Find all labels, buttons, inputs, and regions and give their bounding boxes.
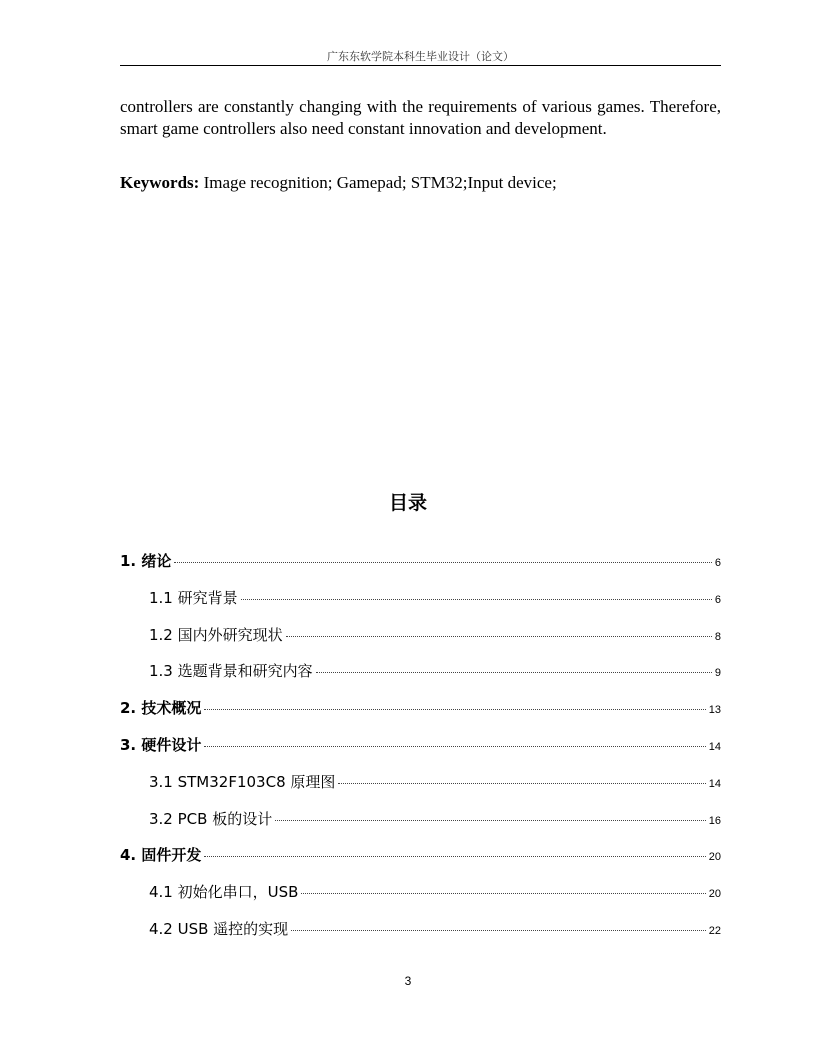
keywords-label: Keywords:	[120, 173, 200, 192]
toc-entry-page: 6	[714, 594, 721, 606]
toc-entry-label: 4. 固件开发	[120, 846, 202, 864]
toc-dot-leader	[275, 820, 706, 821]
toc-entry-page: 8	[714, 631, 721, 643]
keywords-text: Image recognition; Gamepad; STM32;Input device;	[199, 173, 557, 192]
toc-entry[interactable]	[120, 844, 721, 865]
toc-entry[interactable]	[149, 587, 721, 608]
toc-dot-leader	[286, 636, 712, 637]
toc-entry[interactable]	[120, 697, 721, 718]
toc-entry[interactable]	[120, 550, 721, 571]
toc-dot-leader	[301, 893, 705, 894]
toc-entry-label: 3.1 STM32F103C8 原理图	[149, 773, 336, 791]
toc-entry-page: 20	[708, 851, 721, 863]
toc-entry-page: 20	[708, 888, 721, 900]
header-title: 广东东软学院本科生毕业设计（论文）	[327, 50, 514, 63]
toc-entry-page: 6	[714, 557, 721, 569]
toc-entry-page: 14	[708, 778, 721, 790]
toc-entry[interactable]	[120, 734, 721, 755]
page-number: 3	[404, 974, 412, 988]
toc-entry-page: 14	[708, 741, 721, 753]
toc-dot-leader	[241, 599, 712, 600]
toc-entry[interactable]	[149, 918, 721, 939]
toc-dot-leader	[338, 783, 705, 784]
toc-entry-page: 22	[708, 925, 721, 937]
toc-dot-leader	[316, 672, 712, 673]
toc-entry-label: 1.1 研究背景	[149, 589, 238, 607]
toc-entry-label: 3. 硬件设计	[120, 736, 202, 754]
toc-entry[interactable]	[149, 881, 721, 902]
toc-dot-leader	[174, 562, 712, 563]
toc-dot-leader	[291, 930, 706, 931]
toc-entry-label: 1. 绪论	[120, 552, 172, 570]
toc-entry[interactable]	[149, 771, 721, 792]
toc-entry[interactable]	[149, 808, 721, 829]
toc-entry-label: 1.3 选题背景和研究内容	[149, 662, 313, 680]
toc-entry-page: 16	[708, 815, 721, 827]
toc-dot-leader	[204, 709, 705, 710]
toc-entry[interactable]	[149, 624, 721, 645]
toc-dot-leader	[204, 856, 705, 857]
toc-entry-label: 4.2 USB 遥控的实现	[149, 920, 289, 938]
toc-dot-leader	[204, 746, 705, 747]
toc-entry-page: 13	[708, 704, 721, 716]
toc-entry-label: 4.1 初始化串口，USB	[149, 883, 299, 901]
toc-entry-label: 2. 技术概况	[120, 699, 202, 717]
toc-entry-label: 3.2 PCB 板的设计	[149, 810, 273, 828]
toc-entry-label: 1.2 国内外研究现状	[149, 626, 283, 644]
abstract-continuation: controllers are constantly changing with the requirements of various games. Therefore, smart game controllers also need constant innovation and development.	[120, 97, 721, 138]
toc-entry[interactable]	[149, 660, 721, 681]
toc-entry-page: 9	[714, 667, 721, 679]
toc-title: 目录	[388, 492, 427, 514]
